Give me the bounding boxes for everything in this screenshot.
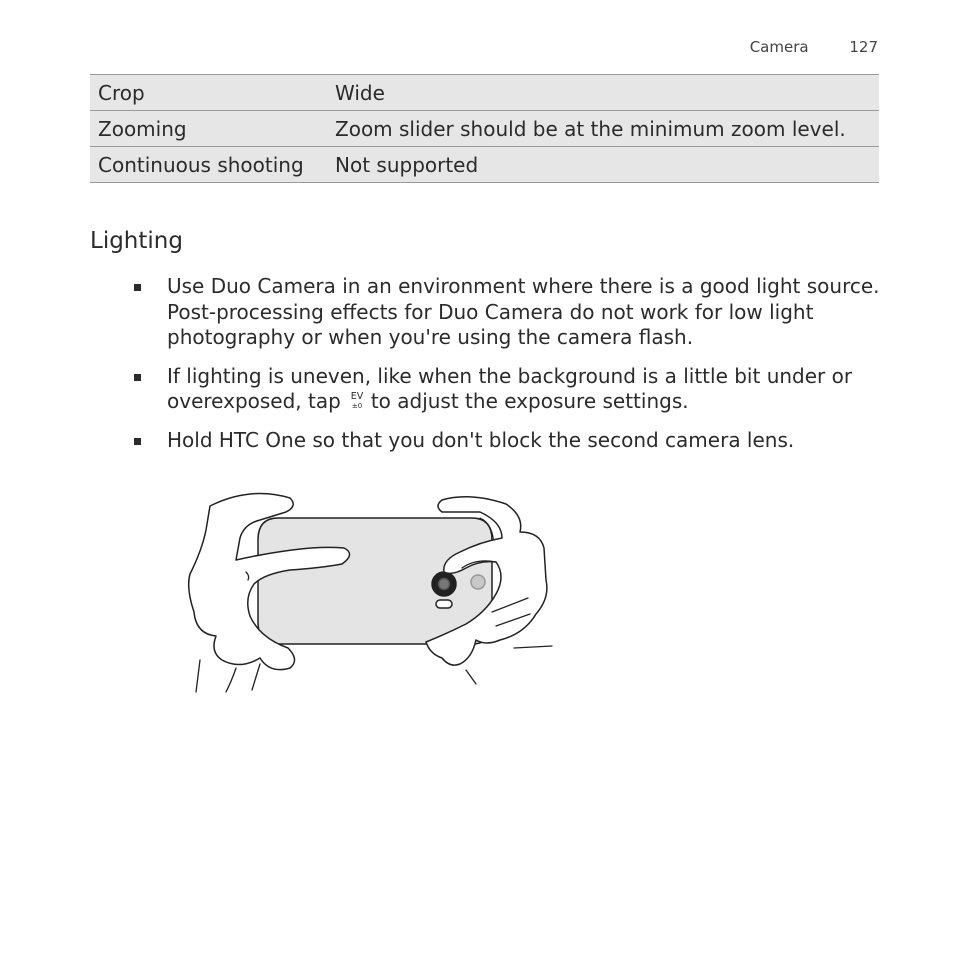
running-head: [750, 38, 878, 56]
hands-holding-phone-illustration: [180, 488, 560, 693]
table-cell-key: Crop: [90, 75, 327, 111]
table-row: [90, 75, 879, 111]
table-row: [90, 147, 879, 183]
list-item: [90, 364, 880, 415]
table-row: [90, 111, 879, 147]
table-cell-value: Wide: [327, 75, 879, 111]
section-heading: Lighting: [90, 228, 183, 254]
bullet-text: Hold HTC One so that you don't block the second camera lens.: [167, 427, 795, 452]
bullet-text: If lighting is uneven, like when the background is a little bit under or overexposed, tap: [167, 363, 853, 413]
table-cell-value: Zoom slider should be at the minimum zoom level.: [327, 111, 879, 147]
bullet-icon: [134, 284, 141, 291]
ev-exposure-icon: [349, 389, 365, 411]
bullet-icon: [134, 438, 141, 445]
svg-text:±0: ±0: [351, 402, 362, 410]
table-cell-key: Continuous shooting: [90, 147, 327, 183]
list-item: [90, 274, 880, 351]
page-number: 127: [849, 38, 878, 56]
settings-table: [90, 74, 879, 183]
table-cell-key: Zooming: [90, 111, 327, 147]
table-cell-value: Not supported: [327, 147, 879, 183]
bullet-text: Use Duo Camera in an environment where there is a good light source. Post-processing effects for Duo Camera do not work for low light photography or when you're using the camera flash.: [167, 274, 880, 349]
bullet-text: to adjust the exposure settings.: [370, 389, 689, 413]
bullet-list: [90, 274, 880, 466]
svg-text:EV: EV: [350, 391, 364, 402]
section-title: Camera: [749, 38, 809, 56]
list-item: [90, 428, 880, 454]
bullet-icon: [134, 374, 141, 381]
